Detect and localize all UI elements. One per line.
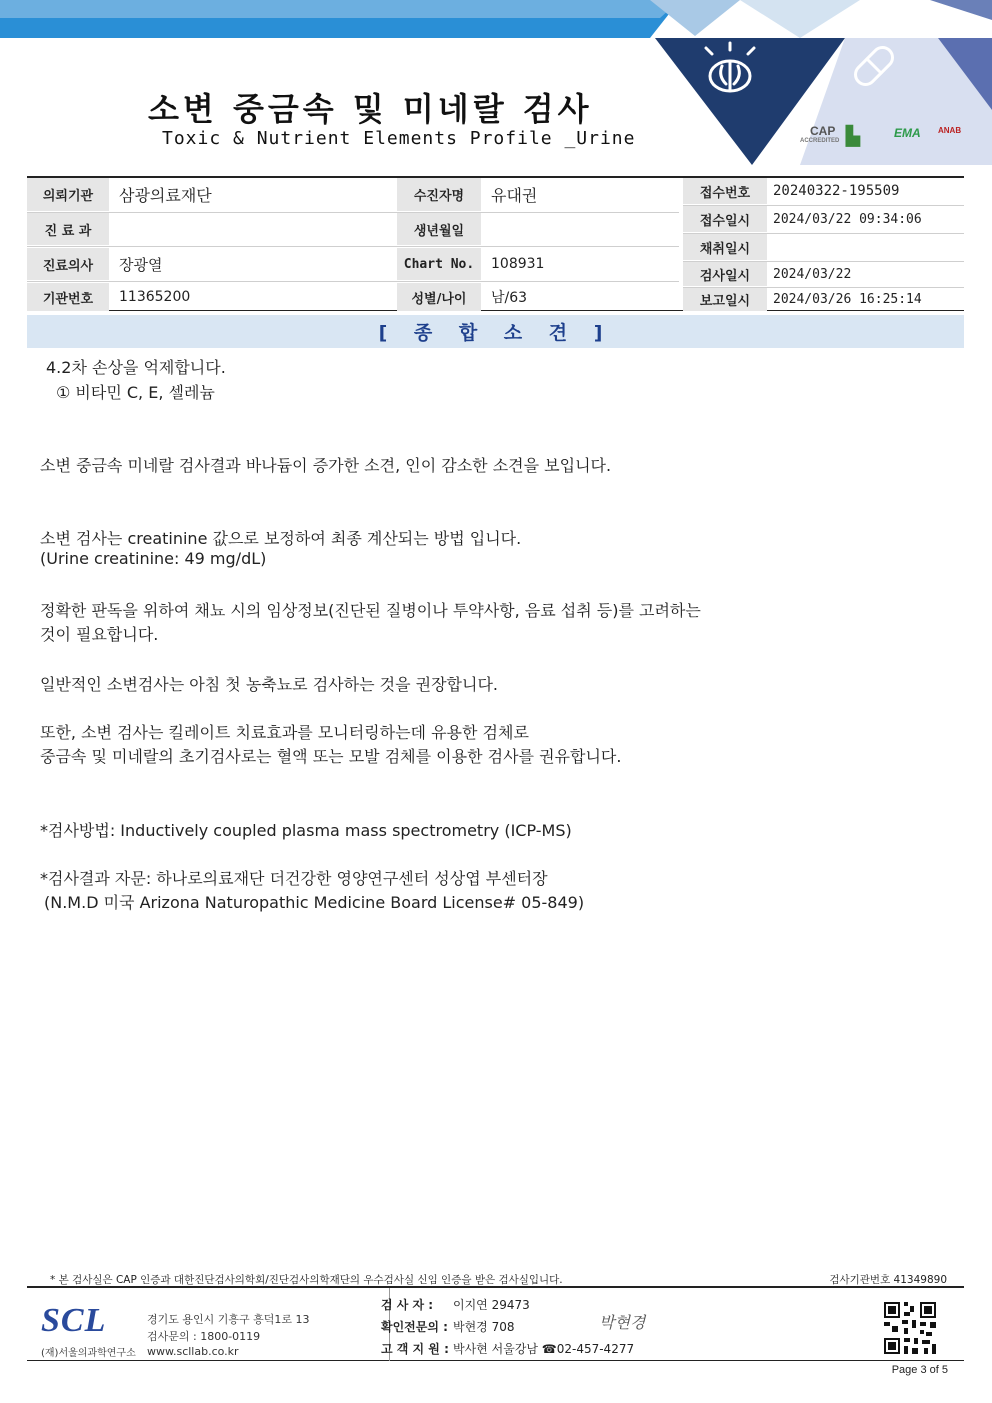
value-department [113,213,393,245]
qr-code-icon [882,1300,938,1356]
row-divider [683,205,964,206]
footer-box [27,1286,964,1361]
value-inst-no: 11365200 [119,289,191,305]
value-doctor: 장광열 [119,255,163,274]
row-divider [683,233,964,234]
label-collect-dt: 채취일시 [683,234,767,260]
row-divider [27,281,679,282]
body-line: 것이 필요합니다. [40,625,159,644]
staff-confirm [381,1318,515,1335]
advisor-line: *검사결과 자문: 하나로의료재단 더건강한 영양연구센터 성상엽 부센터장 [40,869,548,888]
label-institution: 의뢰기관 [27,178,109,211]
label-inst-no: 기관번호 [27,283,109,311]
label-sex-age: 성별/나이 [397,283,481,311]
cap-logo: CAP [810,124,836,138]
body-line: ① 비타민 C, E, 셀레늄 [56,383,215,402]
staff-tester [381,1296,530,1313]
lm-logo-icon: ▙ [846,126,860,146]
staff-role: 확인전문의 : [381,1320,448,1334]
row-divider [27,246,679,247]
row-divider [683,261,964,262]
body-line: (Urine creatinine: 49 mg/dL) [40,549,267,568]
value-receipt-no: 20240322-195509 [773,183,900,199]
label-test-dt: 검사일시 [683,262,767,286]
lab-inquiry: 검사문의 : 1800-0119 [147,1330,261,1343]
label-receipt-no: 접수번호 [683,178,767,204]
label-patient: 수진자명 [397,178,481,211]
report-title: 소변 중금속 및 미네랄 검사 [148,90,593,128]
label-birth: 생년월일 [397,213,481,245]
summary-section-title: [ 종 합 소 견 ] [27,315,964,348]
advisor-license-line: (N.M.D 미국 Arizona Naturopathic Medicine Board License# 05-849) [44,893,585,912]
body-line: 중금속 및 미네랄의 초기검사로는 혈액 또는 모발 검체를 이용한 검사를 권유합니다. [40,747,622,766]
label-receipt-dt: 접수일시 [683,206,767,232]
corner-triangle [930,0,992,20]
label-department: 진 료 과 [27,213,109,245]
signature: 박현경 [599,1313,646,1332]
report-subtitle: Toxic & Nutrient Elements Profile _Urine [162,128,636,149]
staff-role: 고 객 지 원 : [381,1342,449,1356]
value-patient: 유대권 [491,186,538,205]
accreditation-note: * 본 검사실은 CAP 인증과 대한진단검사의학회/진단검사의학재단의 우수검사실 신임 인증을 받은 검사실입니다. [50,1274,563,1286]
label-doctor: 진료의사 [27,248,109,280]
staff-support [381,1340,634,1357]
patient-info-table [27,176,964,311]
value-report-dt: 2024/03/26 16:25:14 [773,292,922,307]
body-line: 또한, 소변 검사는 킬레이트 치료효과를 모니터링하는데 유용한 검체로 [40,723,529,742]
cap-sub: ACCREDITED [800,138,840,144]
staff-value: 박현경 708 [453,1320,515,1334]
row-divider [27,212,679,213]
lab-address: 경기도 용인시 기흥구 흥덕1로 13 [147,1313,310,1326]
scl-logo: SCL [41,1302,107,1339]
value-institution: 삼광의료재단 [119,186,212,205]
body-line: 일반적인 소변검사는 아침 첫 농축뇨로 검사하는 것을 권장합니다. [40,675,499,694]
value-receipt-dt: 2024/03/22 09:34:06 [773,211,922,227]
body-line: 소변 검사는 creatinine 값으로 보정하여 최종 계산되는 방법 입니다. [40,529,522,548]
body-line: 4.2차 손상을 억제합니다. [46,358,226,377]
row-divider [683,287,964,288]
ema-logo: EMA [894,126,921,140]
anab-logo: ANAB [938,126,962,135]
value-sex-age: 남/63 [491,290,528,306]
staff-value: 이지연 29473 [453,1298,530,1312]
scl-name: (재)서울의과학연구소 [41,1348,136,1359]
value-test-dt: 2024/03/22 [773,266,852,282]
body-line: 소변 중금속 미네랄 검사결과 바나듐이 증가한 소견, 인이 감소한 소견을 보입니다. [40,456,612,475]
lab-website[interactable]: www.scllab.co.kr [147,1345,239,1358]
label-report-dt: 보고일시 [683,288,767,311]
test-method-line: *검사방법: Inductively coupled plasma mass spectrometry (ICP-MS) [40,821,572,840]
lab-registration-no: 검사기관번호 41349890 [829,1274,947,1286]
label-chart-no: Chart No. [397,248,481,280]
accreditation-logos [800,122,970,152]
staff-value: 박사현 서울강남 ☎02-457-4277 [453,1342,635,1356]
light-triangle-mid [740,0,860,38]
staff-role: 검 사 자 : [381,1298,434,1312]
page-number: Page 3 of 5 [891,1364,948,1376]
value-collect-dt [767,234,964,260]
value-chart-no: 108931 [491,256,545,272]
top-band-highlight [0,0,680,18]
value-birth [485,213,677,245]
body-line: 정확한 판독을 위하여 채뇨 시의 임상정보(진단된 질병이나 투약사항, 음료 섭취 등)를 고려하는 [40,601,701,620]
